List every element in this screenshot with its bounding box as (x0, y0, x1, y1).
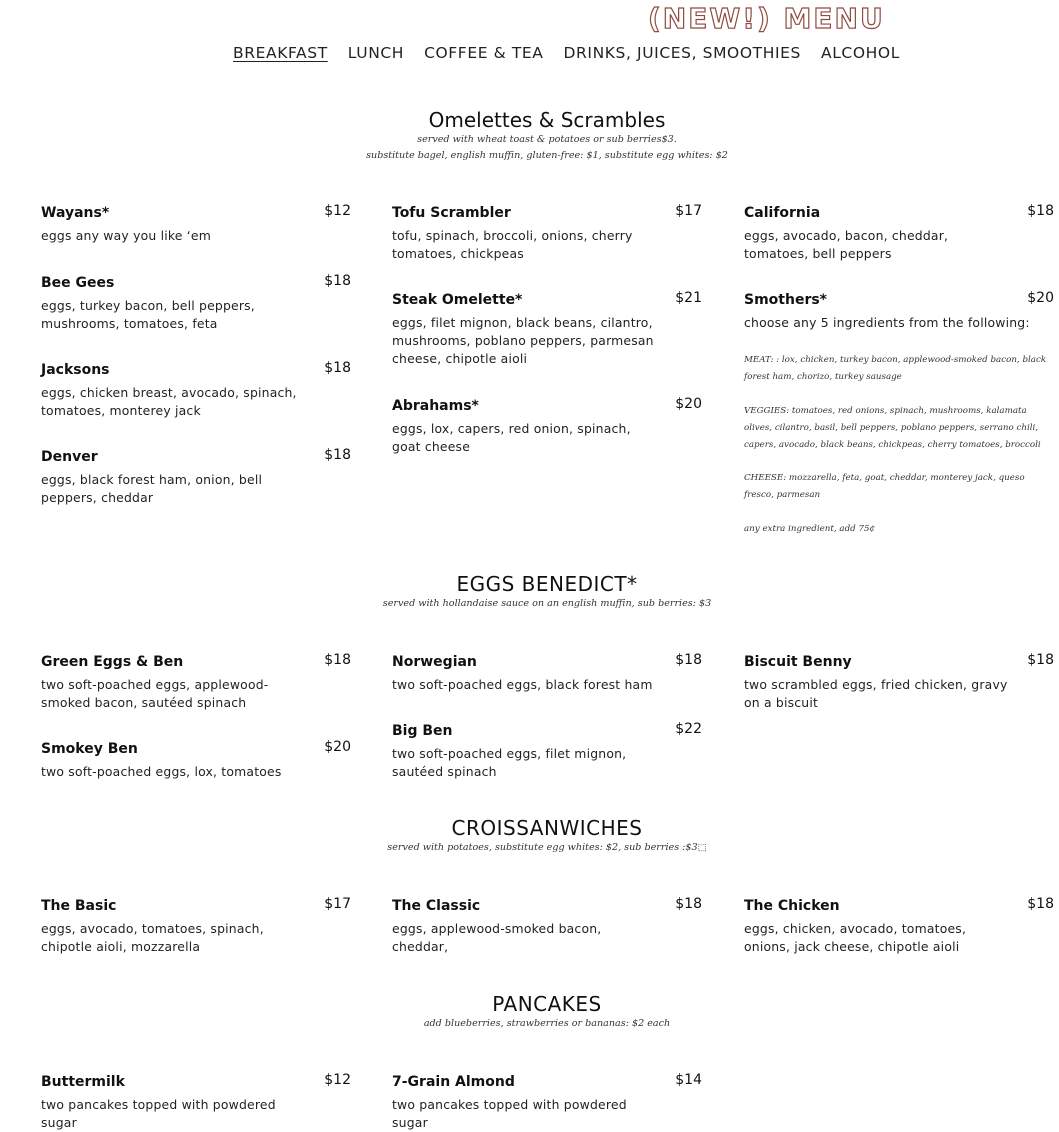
item-description: eggs, turkey bacon, bell peppers, mushrooms, tomatoes, feta (41, 298, 255, 331)
item-price: $20 (324, 739, 351, 755)
item-description: eggs, lox, capers, red onion, spinach, goat cheese (392, 421, 631, 454)
item-description: two soft-poached eggs, applewood-smoked bacon, sautéed spinach (41, 677, 269, 710)
smothers-veggie-options: VEGGIES: tomatoes, red onions, spinach, mushrooms, kalamata olives, cilantro, basil, bell peppers, poblano peppers, serrano chili, capers, avocado, black beans, chickpeas, cherry tomatoes, broccoli (744, 406, 1041, 450)
section-title: CROISSANWICHES (451, 816, 643, 840)
item-price: $17 (324, 896, 351, 912)
item-price: $14 (675, 1072, 702, 1088)
item-description: two pancakes topped with powdered sugar (392, 1097, 627, 1130)
item-name: The Basic (41, 898, 117, 914)
nav-tab-breakfast[interactable]: BREAKFAST (233, 44, 328, 62)
section-title: Omelettes & Scrambles (428, 108, 666, 132)
item-price: $21 (675, 290, 702, 306)
item-name: Biscuit Benny (744, 654, 852, 670)
section-note: served with wheat toast & potatoes or sub berries$3. (417, 134, 677, 145)
item-description: two soft-poached eggs, filet mignon, sautéed spinach (392, 746, 627, 779)
item-name: Green Eggs & Ben (41, 654, 184, 670)
item-description: eggs, filet mignon, black beans, cilantro, mushrooms, poblano peppers, parmesan cheese, chipotle aioli (392, 315, 654, 366)
item-price: $20 (1027, 290, 1054, 306)
item-price: $18 (1027, 652, 1054, 668)
item-name: Jacksons (41, 362, 110, 378)
item-price: $18 (1027, 203, 1054, 219)
section-header-pancakes (0, 992, 1059, 1032)
section-note: served with hollandaise sauce on an english muffin, sub berries: $3 (382, 598, 712, 609)
item-price: $20 (675, 396, 702, 412)
item-price: $18 (324, 273, 351, 289)
smothers-cheese-options: CHEESE: mozzarella, feta, goat, cheddar, monterey jack, queso fresco, parmesan (744, 473, 1025, 500)
section-title: EGGS BENEDICT* (456, 572, 638, 596)
item-description: eggs, black forest ham, onion, bell peppers, cheddar (41, 472, 263, 505)
item-description: two scrambled eggs, fried chicken, gravy on a biscuit (744, 677, 1008, 710)
section-note: add blueberries, strawberries or bananas: $2 each (423, 1018, 671, 1029)
item-description: eggs, chicken, avocado, tomatoes, onions, jack cheese, chipotle aioli (744, 921, 967, 954)
item-price: $18 (324, 360, 351, 376)
section-header-benedict (0, 572, 1059, 612)
page-title: (NEW!) MENU (648, 2, 885, 35)
item-description: choose any 5 ingredients from the following: (744, 315, 1030, 330)
item-price: $18 (324, 652, 351, 668)
section-header-croissanwiches (0, 816, 1059, 856)
section-note: served with potatoes, substitute egg whites: $2, sub berries :$3⬚ (387, 842, 707, 853)
item-price: $18 (675, 896, 702, 912)
nav-tab-alcohol[interactable]: ALCOHOL (820, 44, 900, 62)
nav-tab-lunch[interactable]: LUNCH (347, 44, 405, 62)
item-description: eggs, applewood-smoked bacon, cheddar, (392, 921, 602, 954)
item-name: Buttermilk (41, 1074, 125, 1090)
nav-tab-drinks[interactable]: DRINKS, JUICES, SMOOTHIES (563, 44, 801, 62)
item-description: eggs any way you like ‘em (41, 228, 211, 243)
section-title: PANCAKES (492, 992, 602, 1016)
section-header-omelettes (0, 108, 1059, 164)
item-name: 7-Grain Almond (392, 1074, 515, 1090)
item-description: two soft-poached eggs, lox, tomatoes (41, 764, 282, 779)
smothers-meat-options: MEAT: : lox, chicken, turkey bacon, applewood-smoked bacon, black forest ham, chorizo, turkey sausage (744, 355, 1047, 382)
section-note: substitute bagel, english muffin, gluten-free: $1, substitute egg whites: $2 (366, 150, 728, 161)
item-price: $22 (675, 721, 702, 737)
item-name: The Classic (392, 898, 481, 914)
item-name: Smokey Ben (41, 741, 138, 757)
item-price: $18 (675, 652, 702, 668)
item-description: two soft-poached eggs, black forest ham (392, 677, 653, 692)
item-name: Steak Omelette* (392, 292, 523, 308)
item-name: Abrahams* (392, 398, 479, 414)
item-name: Denver (41, 449, 98, 465)
item-name: Norwegian (392, 654, 477, 670)
item-price: $12 (324, 1072, 351, 1088)
item-name: Wayans* (41, 205, 110, 221)
item-price: $12 (324, 203, 351, 219)
item-description: two pancakes topped with powdered sugar (41, 1097, 276, 1130)
item-name: Tofu Scrambler (392, 205, 511, 221)
menu-category-nav (233, 44, 900, 62)
item-name: California (744, 205, 821, 221)
smothers-extra-note: any extra ingredient, add 75¢ (744, 524, 876, 534)
item-name: Smothers* (744, 292, 828, 308)
item-description: eggs, avocado, bacon, cheddar, tomatoes, bell peppers (744, 228, 949, 261)
item-price: $18 (1027, 896, 1054, 912)
item-description: eggs, chicken breast, avocado, spinach, tomatoes, monterey jack (41, 385, 297, 418)
item-name: Bee Gees (41, 275, 115, 291)
item-description: eggs, avocado, tomatoes, spinach, chipotle aioli, mozzarella (41, 921, 264, 954)
item-price: $18 (324, 447, 351, 463)
item-name: Big Ben (392, 723, 453, 739)
item-price: $17 (675, 203, 702, 219)
nav-tab-coffee-tea[interactable]: COFFEE & TEA (424, 44, 544, 62)
item-description: tofu, spinach, broccoli, onions, cherry tomatoes, chickpeas (392, 228, 633, 261)
item-name: The Chicken (744, 898, 840, 914)
